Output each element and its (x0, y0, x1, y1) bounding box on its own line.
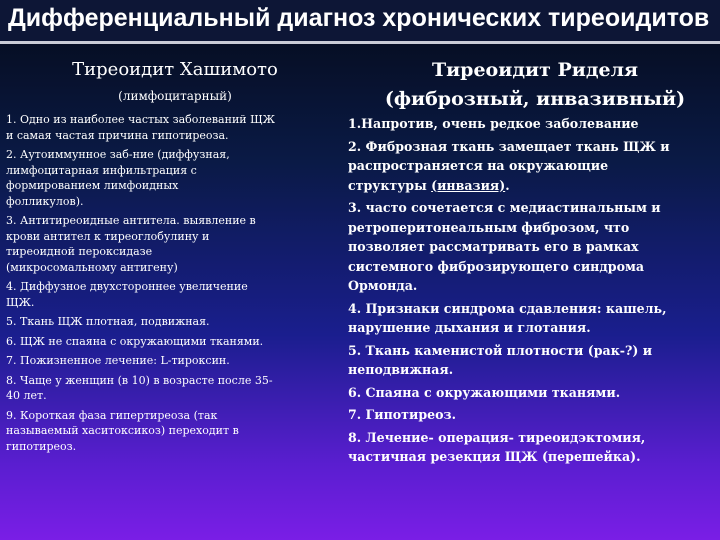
list-item-text: 6. ЩЖ не спаяна с окружающими тканями. (6, 334, 264, 348)
list-item-text: 3. часто сочетается с медиастинальным и ретроперитонеальным фиброзом, что позволяет рассматривать его в рамках системного фиброзирующего синдрома Ормонда. (348, 200, 661, 293)
list-item-text: 7. Пожизненное лечение: L-тироксин. (6, 354, 230, 367)
list-item-text: 8. Лечение- операция- тиреоидэктомия, частичная резекция ЩЖ (перешейка). (348, 429, 646, 464)
invasion-underlined-text: (инвазия) (431, 177, 506, 193)
list-item (348, 299, 718, 338)
list-item-text (348, 137, 718, 196)
list-item-text: 5. Ткань каменистой плотности (рак-?) и неподвижная. (348, 342, 653, 377)
list-item-text: 6. Спаяна с окружающими тканями. (348, 384, 621, 400)
title-bar (0, 0, 720, 44)
list-item (6, 147, 344, 209)
list-item-text: 4. Диффузное двухстороннее увеличение ЩЖ. (6, 280, 248, 309)
list-item (348, 383, 718, 403)
riedel-criteria-list (348, 114, 718, 470)
list-item (6, 112, 344, 143)
list-item-text: 7. Гипотиреоз. (348, 407, 456, 422)
hashimoto-subheading: (лимфоцитарный) (118, 89, 232, 103)
hashimoto-heading: Тиреоидит Хашимото (72, 59, 278, 80)
list-item (348, 114, 718, 134)
list-item-text: 4. Признаки синдрома сдавления: кашель, нарушение дыхания и глотания. (348, 300, 667, 335)
list-item (348, 341, 718, 380)
list-item (348, 198, 718, 296)
list-item (6, 334, 344, 350)
list-item-text: 3. Антитиреоидные антитела. выявление в крови антител к тиреоглобулину и тиреоидной пероксидазе (микросомальному антигену) (6, 214, 256, 274)
list-item-text: 9. Короткая фаза гипертиреоза (так называемый хаситоксикоз) переходит в гипотиреоз. (6, 408, 239, 453)
list-item (6, 373, 344, 404)
list-item-text: 2. Аутоиммунное заб-ние (диффузная, лимфоцитарная инфильтрация с формированием лимфоидных фолликулов). (6, 148, 230, 208)
list-item (348, 428, 718, 467)
hashimoto-criteria-list (6, 112, 344, 458)
list-item-text: 5. Ткань ЩЖ плотная, подвижная. (6, 315, 210, 328)
riedel-heading: Тиреоидит Риделя (431, 59, 639, 81)
list-item (6, 213, 344, 275)
list-item-text-part: . (505, 177, 510, 193)
hashimoto-heading-block (12, 58, 338, 106)
list-item (6, 279, 344, 310)
riedel-heading-block (360, 56, 710, 114)
page-title: Дифференциальный диагноз хронических тиреоидитов (8, 4, 710, 32)
list-item-text: 8. Чаще у женщин (в 10) в возрасте после 35- 40 лет. (6, 373, 273, 402)
list-item (348, 405, 718, 425)
list-item (6, 314, 344, 330)
riedel-subheading: (фиброзный, инвазивный) (384, 88, 686, 110)
list-item (348, 137, 718, 196)
list-item-text: 1.Напротив, очень редкое заболевание (348, 116, 639, 131)
list-item (6, 408, 344, 455)
list-item-text: 1. Одно из наиболее частых заболеваний ЩЖ и самая частая причина гипотиреоза. (6, 113, 276, 142)
list-item-text-part: 2. Фиброзная ткань замещает ткань ЩЖ и распространяется на окружающие структуры (348, 138, 670, 193)
list-item (6, 353, 344, 369)
